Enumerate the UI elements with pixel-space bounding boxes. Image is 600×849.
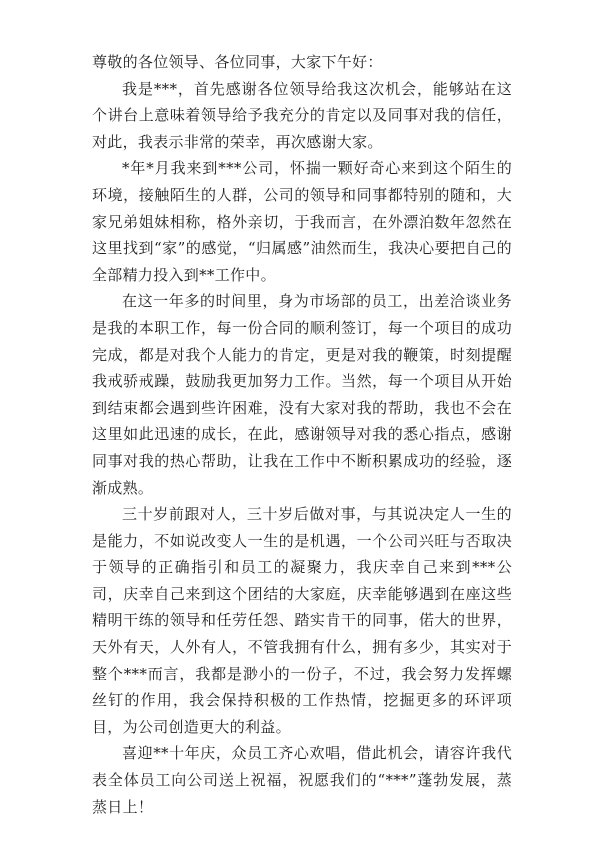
paragraph-3: 在这一年多的时间里，身为市场部的员工，出差洽谈业务是我的本职工作，每一份合同的顺利签订，每一个项目的成功完成，都是对我个人能力的肯定，更是对我的鞭策，时刻提醒我戒骄戒躁，鼓励我更加努力工作。当然，每一个项目从开始到结束都会遇到些许困难，没有大家对我的帮助，我也不会在这里如此迅速的成长，在此，感谢领导对我的悉心指点，感谢同事对我的热心帮助，让我在工作中不断积累成功的经验，逐渐成熟。 <box>92 292 512 497</box>
paragraph-1: 我是***，首先感谢各位领导给我这次机会，能够站在这个讲台上意味着领导给予我充分的肯定以及同事对我的信任，对此，我表示非常的荣幸，再次感谢大家。 <box>92 79 512 151</box>
speech-body <box>92 49 512 820</box>
paragraph-2: *年*月我来到***公司，怀揣一颗好奇心来到这个陌生的环境，接触陌生的人群，公司的领导和同事都特别的随和，大家兄弟姐妹相称，格外亲切，于我而言，在外漂泊数年忽然在这里找到“家”的感觉，“归属感”油然而生，我决心要把自己的全部精力投入到**工作中。 <box>92 159 512 284</box>
paragraph-4: 三十岁前跟对人，三十岁后做对事，与其说决定人一生的是能力，不如说改变人一生的是机遇，一个公司兴旺与否取决于领导的正确指引和员工的凝聚力，我庆幸自己来到***公司，庆幸自己来到这个团结的大家庭，庆幸能够遇到在座这些精明干练的领导和任劳任怨、踏实肯干的同事，偌大的世界，天外有天，人外有人，不管我拥有什么，拥有多少，其实对于整个***而言，我都是渺小的一份子，不过，我会努力发挥螺丝钉的作用，我会保持积极的工作热情，挖掘更多的环评项目，为公司创造更大的利益。 <box>92 505 512 736</box>
paragraph-5: 喜迎**十年庆，众员工齐心欢唱，借此机会，请容许我代表全体员工向公司送上祝福，祝愿我们的“***”蓬勃发展，蒸蒸日上！ <box>92 744 512 816</box>
salutation: 尊敬的各位领导、各位同事，大家下午好： <box>92 53 383 71</box>
